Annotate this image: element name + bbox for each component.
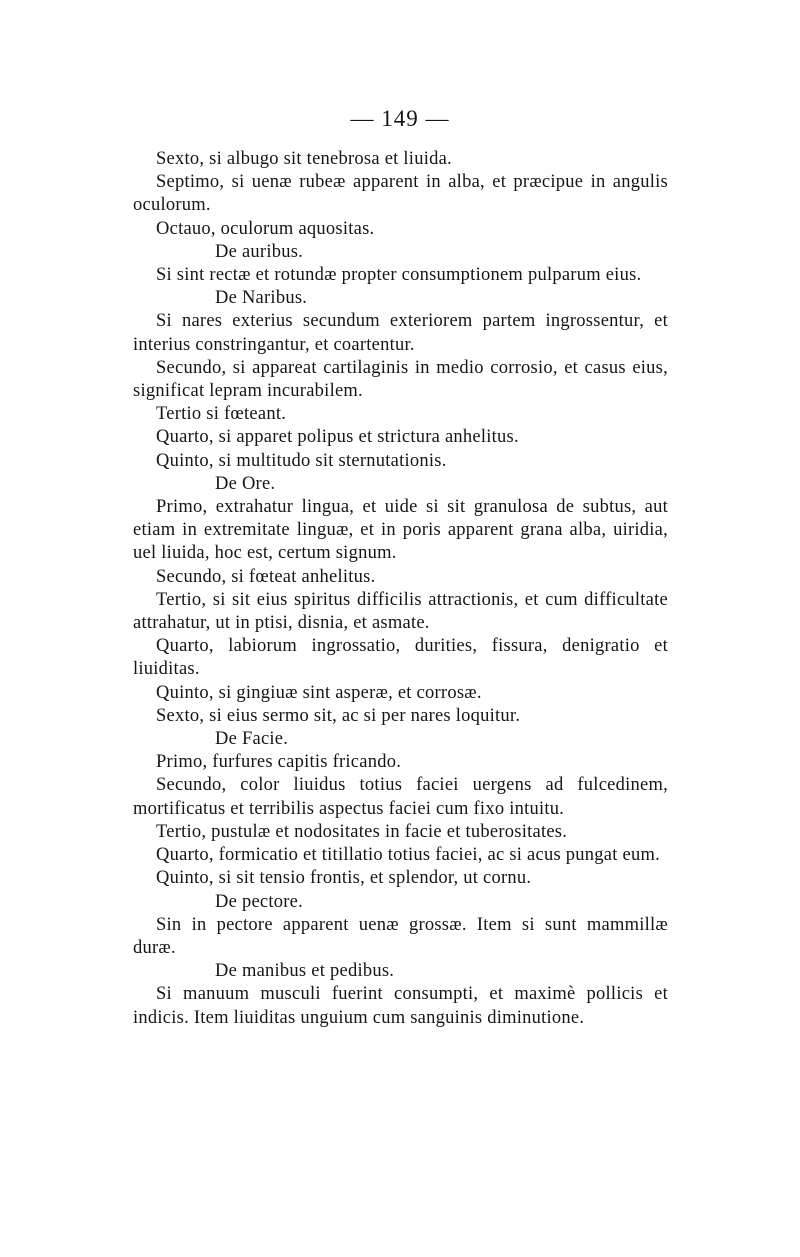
paragraph: Sexto, si eius sermo sit, ac si per nares loquitur. — [156, 705, 521, 726]
paragraph: Si manuum musculi fuerint consumpti, et maximè pollicis et indicis. Item liuiditas unguium cum sanguinis diminutione. — [133, 984, 668, 1028]
paragraph: Tertio, si sit eius spiritus difficilis attractionis, et cum difficultate attrahatur, ut in ptisi, disnia, et asmate. — [133, 589, 668, 634]
paragraph: Septimo, si uenæ rubeæ apparent in alba, et præcipue in angulis oculorum. — [133, 172, 668, 216]
paragraph: Secundo, si appareat cartilaginis in medio corrosio, et casus eius, significat lepram incurabilem. — [133, 357, 668, 402]
paragraph: Tertio si fœteant. — [156, 404, 287, 425]
page-number: — 149 — — [350, 106, 450, 131]
paragraph: Sin in pectore apparent uenæ grossæ. Item si sunt mammillæ duræ. — [133, 914, 668, 958]
section-heading: De Naribus. — [215, 288, 308, 309]
paragraph: Octauo, oculorum aquositas. — [156, 218, 375, 239]
paragraph: Quinto, si gingiuæ sint asperæ, et corrosæ. — [156, 682, 482, 703]
paragraph: Si nares exterius secundum exteriorem partem ingrossentur, et interius constringantur, et coartentur. — [133, 311, 668, 355]
paragraph: Primo, extrahatur lingua, et uide si sit granulosa de subtus, aut etiam in extremitate linguæ, et in poris apparent grana alba, uiridia, uel liuida, hoc est, certum signum. — [133, 497, 668, 564]
section-heading: De manibus et pedibus. — [215, 961, 395, 982]
paragraph: Quarto, formicatio et titillatio totius faciei, ac si acus pungat eum. — [156, 845, 661, 866]
paragraph: Primo, furfures capitis fricando. — [156, 752, 402, 773]
paragraph: Quarto, si apparet polipus et strictura anhelitus. — [156, 427, 519, 448]
section-heading: De auribus. — [215, 241, 304, 262]
paragraph: Quarto, labiorum ingrossatio, durities, fissura, denigratio et liuiditas. — [133, 636, 668, 680]
paragraph: Sexto, si albugo sit tenebrosa et liuida. — [156, 149, 452, 169]
paragraph: Secundo, color liuidus totius faciei uergens ad fulcedinem, mortificatus et terribilis aspectus faciei cum fixo intuitu. — [133, 775, 668, 819]
paragraph: Tertio, pustulæ et nodositates in facie et tuberositates. — [156, 821, 568, 842]
body-text — [133, 148, 668, 1030]
paragraph: Si sint rectæ et rotundæ propter consumptionem pulparum eius. — [156, 265, 642, 286]
section-heading: De Ore. — [215, 473, 276, 494]
paragraph: Secundo, si fœteat anhelitus. — [156, 566, 376, 587]
paragraph: Quinto, si sit tensio frontis, et splendor, ut cornu. — [156, 868, 532, 889]
section-heading: De Facie. — [215, 729, 289, 750]
section-heading: De pectore. — [215, 891, 304, 912]
paragraph: Quinto, si multitudo sit sternutationis. — [156, 450, 447, 471]
